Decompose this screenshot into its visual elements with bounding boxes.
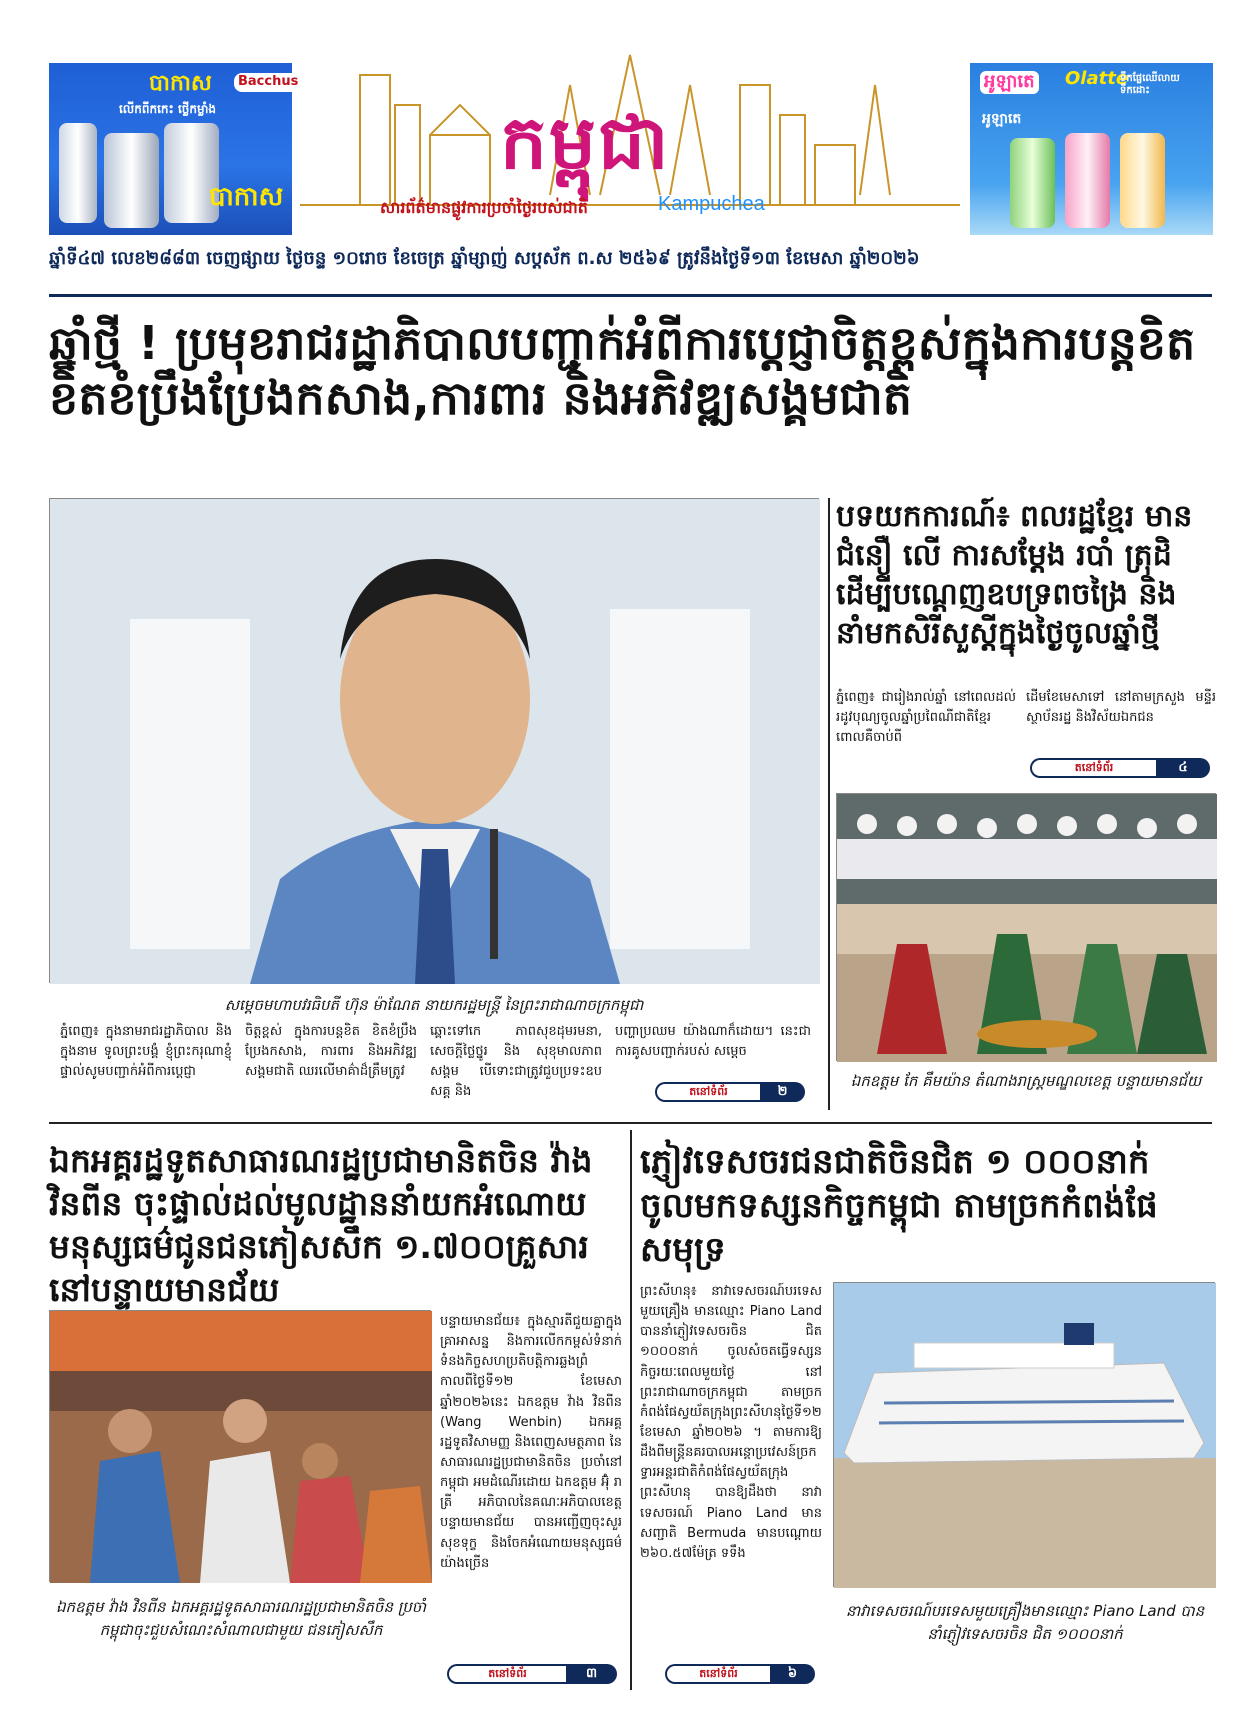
column-divider	[630, 1130, 632, 1690]
story3-headline[interactable]: ឯកអគ្គរដ្ឋទូតសាធារណរដ្ឋប្រជាមានិតចិន វ៉ាង វិនពីន ចុះផ្ទាល់ដល់មូលដ្ឋាននាំយកអំណោយមនុស្សធម៌ជូនជនភៀសសឹក ១.៧០០គ្រួសារ នៅបន្ទាយមានជ័យ	[49, 1141, 593, 1309]
ad-subline: ទឹកផ្លែឈើលាយទឹកដោះ	[1120, 73, 1180, 96]
lead-body-column-2: ចិត្តខ្ពស់ ក្នុងការបន្តខិត ខិតខំប្រឹងប្រែងកសាង, ការពារ និងអភិវឌ្ឍសង្គមជាតិ ឈរលើមាគ៌ាដ៏ត្រឹមត្រូវ	[245, 1024, 417, 1080]
issue-dateline: ឆ្នាំទី៤៧ លេខ២៨៨៣ ចេញផ្សាយ ថ្ងៃចន្ទ ១០រោច ខែចេត្រ ឆ្នាំម្សាញ់ សប្តស័ក ព.ស ២៥៦៩ ត្រូវនឹងថ្ងៃទី១៣ ខែមេសា ឆ្នាំ២០២៦	[49, 248, 920, 269]
side-continue-link[interactable]	[1030, 758, 1210, 778]
drink-can-image	[1120, 133, 1165, 228]
continue-page-number: ៣	[566, 1664, 617, 1684]
ad-brand: Olatte	[1065, 68, 1129, 89]
ad-headline: បាកាស	[149, 71, 212, 96]
drink-can-image	[59, 123, 97, 223]
lead-body-column-4: បញ្ហាប្រឈម យ៉ាងណាក៏ដោយ។ នេះជាការគូសបញ្ជាក់របស់ សម្តេច	[615, 1024, 811, 1060]
ad-footer-text: អូឡាតេ	[982, 111, 1022, 127]
header-divider	[49, 294, 1212, 297]
lead-body-column-3: ឆ្ពោះទៅកេ ភាពសុខដុមរមនា, សេចក្តីថ្លៃថ្នូរ និង សុខុមាលភាពសង្គម បើទោះជាត្រូវជួបប្រទះឧបសគ្គ និង	[430, 1024, 602, 1100]
story4-headline[interactable]: ភ្ញៀវទេសចរជនជាតិចិនជិត ១ ០០០នាក់ ចូលមកទស្សនកិច្ចកម្ពុជា តាមច្រកកំពង់ផែសមុទ្រ	[640, 1142, 1158, 1271]
drink-can-image	[1065, 133, 1110, 228]
continue-label: តនៅទំព័រ	[1030, 758, 1156, 778]
story4-photo-caption: នាវាទេសចរណ៍បរទេសមួយគ្រឿងមានឈ្មោះ Piano Land បាននាំភ្ញៀវទេសចរចិន ជិត ១០០០នាក់	[845, 1602, 1205, 1643]
lead-photo[interactable]	[49, 498, 819, 983]
ad-brand: Bacchus	[234, 73, 302, 92]
story3-continue-link[interactable]	[447, 1664, 617, 1684]
story3-photo-caption: ឯកឧត្តម វ៉ាង វិនពីន ឯកអគ្គរដ្ឋទូតសាធារណរដ្ឋប្រជាមានិតចិន ប្រចាំកម្ពុជាចុះជួបសំណេះសំណាលជាមួយ ជនភៀសសឹក	[55, 1598, 427, 1639]
continue-label: តនៅទំព័រ	[447, 1664, 566, 1684]
continue-label: តនៅទំព័រ	[655, 1082, 760, 1102]
drink-can-image	[104, 133, 159, 228]
olatte-advertisement[interactable]	[970, 63, 1213, 235]
section-divider	[49, 1122, 1212, 1124]
column-divider	[828, 498, 830, 1110]
prime-minister-portrait	[50, 499, 820, 984]
continue-page-number: ៤	[1156, 758, 1210, 778]
side-photo[interactable]	[836, 793, 1216, 1061]
continue-page-number: ៦	[770, 1664, 815, 1684]
trot-dance-performance-image	[837, 794, 1217, 1062]
continue-label: តនៅទំព័រ	[665, 1664, 770, 1684]
side-photo-caption: ឯកឧត្តម កែ គឹមយ៉ាន តំណាងរាស្ត្រមណ្ឌលខេត្ត បន្ទាយមានជ័យ	[850, 1072, 1202, 1090]
newspaper-latin-name: Kampuchea	[658, 193, 765, 215]
ad-subline: លើកពីកកេះ ថ្លើកម្លាំង	[119, 102, 217, 116]
drink-can-image	[1010, 138, 1055, 228]
lead-continue-link[interactable]	[655, 1082, 805, 1102]
newspaper-title: កម្ពុជា	[500, 100, 671, 186]
side-body-column-1: ភ្នំពេញ៖ ជារៀងរាល់ឆ្នាំ នៅពេលដល់រដូវបុណ្យចូលឆ្នាំប្រពៃណីជាតិខ្មែរពោលគឺចាប់ពី	[836, 690, 1016, 746]
continue-page-number: ២	[760, 1082, 805, 1102]
story4-photo[interactable]	[833, 1282, 1215, 1587]
newspaper-tagline: សារព័ត៌មានផ្លូវការប្រចាំថ្ងៃរបស់ជាតិ	[380, 198, 588, 217]
ad-footer-text: បាកាស	[209, 182, 284, 212]
lead-headline[interactable]: ឆ្នាំថ្មី ! ប្រមុខរាជរដ្ឋាភិបាលបញ្ជាក់អំពីការប្តេជ្ញាចិត្តខ្ពស់ក្នុងការបន្តខិតខិតខំប្រឹងប្រែងកសាង,ការពារ និងអភិវឌ្ឍសង្គមជាតិ	[49, 316, 1196, 426]
masthead	[300, 45, 960, 237]
side-body-column-2: ដើមខែមេសាទៅ នៅតាមក្រសួង មន្ទីរ ស្ថាប័នរដ្ឋ និងវិស័យឯកជន	[1026, 690, 1216, 726]
refugee-donation-image	[50, 1311, 432, 1583]
ad-headline: អូឡាតេ	[980, 71, 1039, 94]
lead-body-column-1: ភ្នំពេញ៖ ក្នុងនាមរាជរដ្ឋាភិបាល និងក្នុងនាម ទូលព្រះបង្គំ ខ្ញុំព្រះករុណាខ្ញុំផ្ទាល់សូមបញ្ជាក់អំពីការប្តេជ្ញា	[60, 1024, 232, 1080]
bacchus-advertisement[interactable]	[49, 63, 299, 235]
story4-body: ព្រះសីហនុ៖ នាវាទេសចរណ៍បរទេសមួយគ្រឿង មានឈ្មោះ Piano Land បាននាំភ្ញៀវទេសចរចិន ជិត ១០០០នាក់ ចូលសំចតធ្វើទស្សនកិច្ចរយៈពេលមួយថ្ងៃ នៅព្រះរាជាណាចក្រកម្ពុជា តាមច្រកកំពង់ផែស្វយ័តក្រុងព្រះសីហនុថ្ងៃទី១២ ខែមេសា ឆ្នាំ២០២៦ ។ តាមការឱ្យដឹងពីមន្ត្រីនគរបាលអន្តោប្រវេសន៍ច្រកទ្វារអន្តរជាតិកំពង់ផែស្វយ័តក្រុងព្រះសីហនុ បានឱ្យដឹងថា នាវាទេសចរណ៍ Piano Land មានសញ្ជាតិ Bermuda មានបណ្តោយ ២៦០.៥៧ម៉ែត្រ ទទឹង	[640, 1284, 822, 1561]
story3-photo[interactable]	[49, 1310, 431, 1582]
side-story-headline[interactable]: បទយកការណ៍៖ ពលរដ្ឋខ្មែរ មានជំនឿ លើ ការសម្តែង របាំ ត្រុដិ ដើម្បីបណ្តេញឧបទ្រពចង្រៃ និង នាំមកសិរីសួស្តីក្នុងថ្ងៃចូលឆ្នាំថ្មី	[836, 499, 1193, 651]
story3-body: បន្ទាយមានជ័យ៖ ក្នុងស្មារតីជួយគ្នាក្នុងគ្រាអាសន្ន និងការលើកកម្ពស់ទំនាក់ទំនងកិច្ចសហប្រតិបត្តិការឆ្លងព្រំ កាលពីថ្ងៃទី១២ ខែមេសា ឆ្នាំ២០២៦នេះ ឯកឧត្តម វ៉ាង វិនពីន (Wang Wenbin) ឯកអគ្គរដ្ឋទូតវិសាមញ្ញ និងពេញសមត្ថភាព នៃសាធារណរដ្ឋប្រជាមានិតចិន ប្រចាំនៅកម្ពុជា អមដំណើរដោយ ឯកឧត្តម អ៊ុំ រាត្រី អភិបាលនៃគណៈអភិបាលខេត្តបន្ទាយមានជ័យ បានអញ្ជើញចុះសួរសុខទុក្ខ និងចែកអំណោយមនុស្សធម៌យ៉ាងច្រើន	[440, 1314, 622, 1571]
story4-continue-link[interactable]	[665, 1664, 815, 1684]
cruise-ship-image	[834, 1283, 1216, 1588]
lead-photo-caption: សម្តេចមហាបវរធិបតី ហ៊ុន ម៉ាណែត នាយករដ្ឋមន្ត្រី នៃព្រះរាជាណាចក្រកម្ពុជា	[224, 996, 644, 1014]
